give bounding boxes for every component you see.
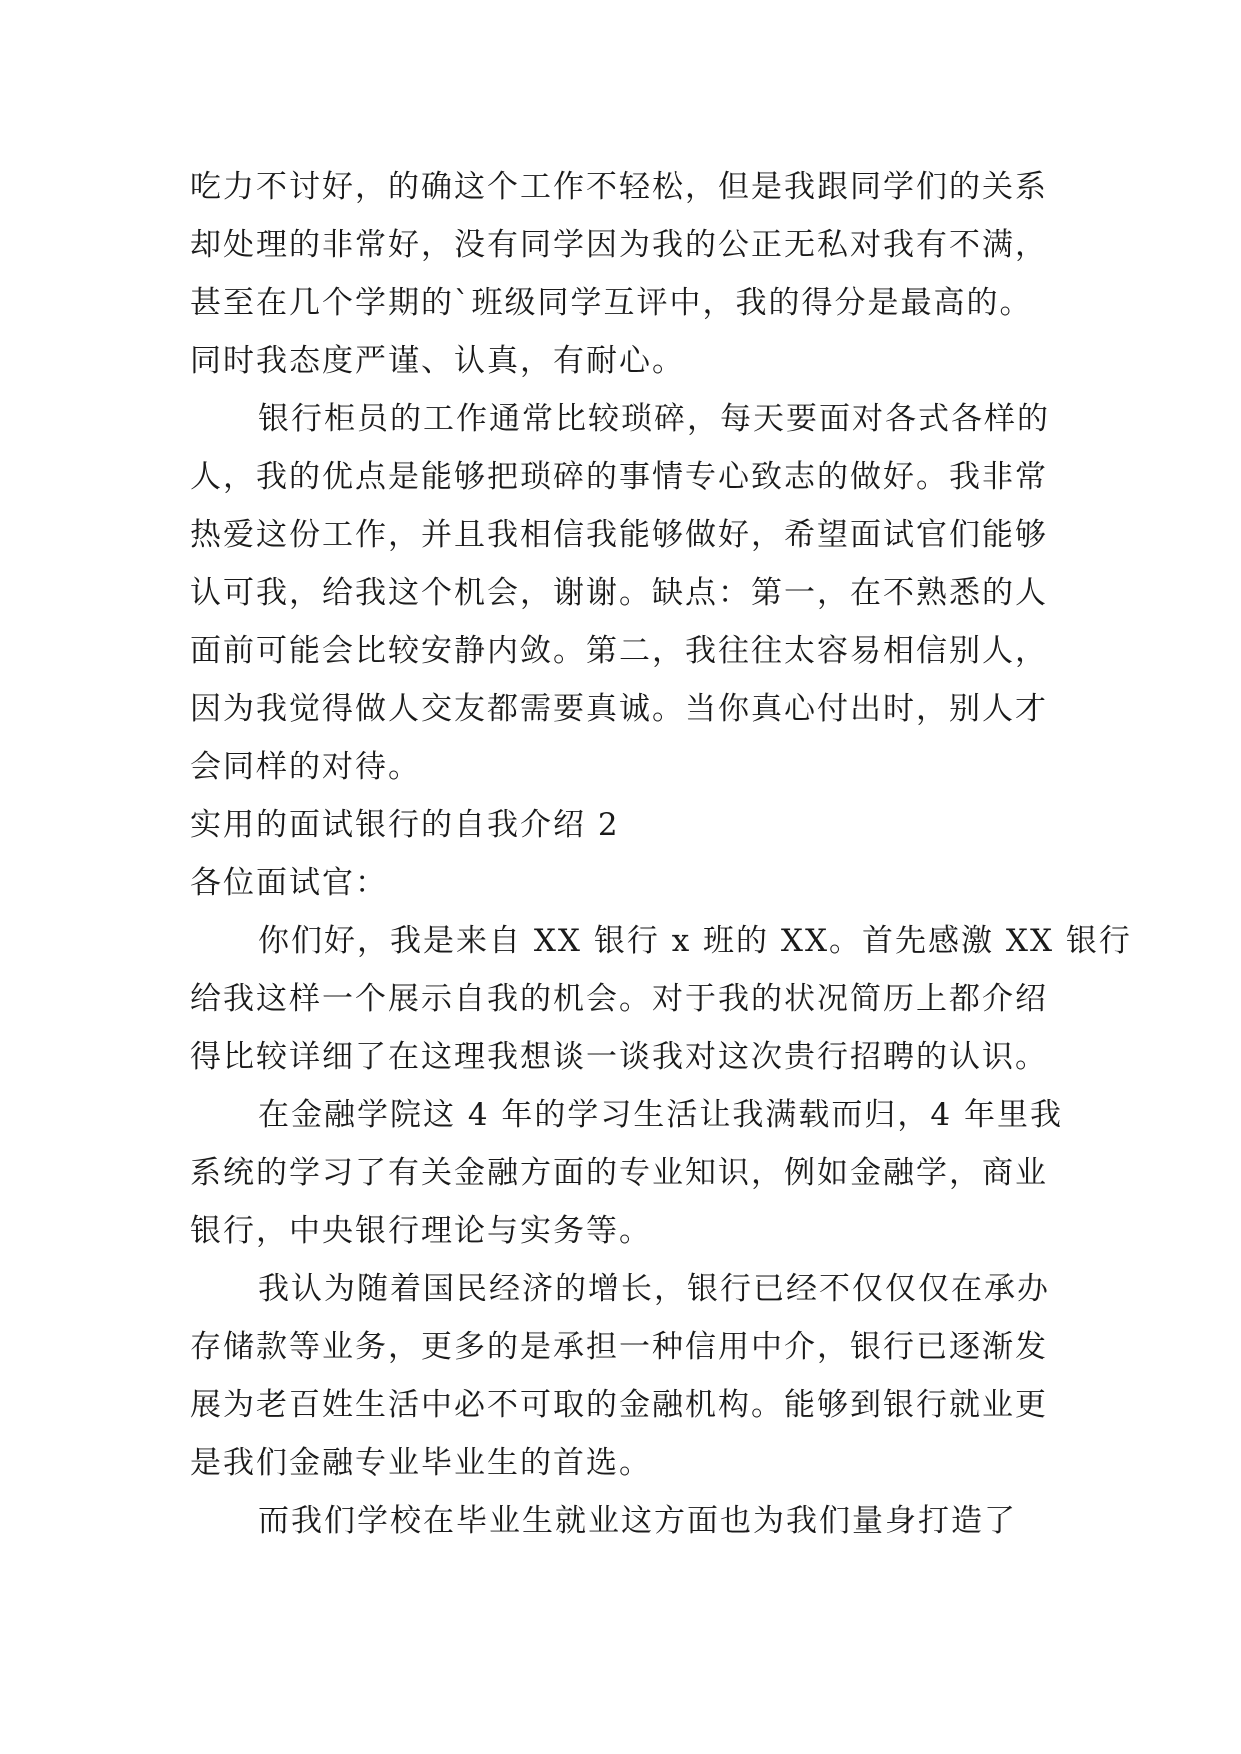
text-line: 会同样的对待。 bbox=[190, 749, 421, 785]
text-line: 甚至在几个学期的`班级同学互评中，我的得分是最高的。 bbox=[190, 285, 1033, 321]
paragraph bbox=[190, 158, 1070, 390]
text-line: 各位面试官： bbox=[190, 865, 388, 901]
text-line: 在金融学院这 4 年的学习生活让我满载而归，4 年里我 bbox=[258, 1097, 1064, 1133]
text-line: 却处理的非常好，没有同学因为我的公正无私对我有不满， bbox=[190, 227, 1048, 263]
text-line: 系统的学习了有关金融方面的专业知识，例如金融学，商业 bbox=[190, 1155, 1048, 1191]
paragraph bbox=[190, 1086, 1070, 1260]
text-line: 认可我，给我这个机会，谢谢。缺点：第一，在不熟悉的人 bbox=[190, 575, 1048, 611]
text-line: 展为老百姓生活中必不可取的金融机构。能够到银行就业更 bbox=[190, 1387, 1048, 1423]
text-line: 我认为随着国民经济的增长，银行已经不仅仅仅在承办 bbox=[258, 1271, 1050, 1307]
text-line: 面前可能会比较安静内敛。第二，我往往太容易相信别人， bbox=[190, 633, 1048, 669]
section-title bbox=[190, 796, 1070, 854]
text-line: 给我这样一个展示自我的机会。对于我的状况简历上都介绍 bbox=[190, 981, 1048, 1017]
salutation bbox=[190, 854, 1070, 912]
text-line: 你们好，我是来自 XX 银行 x 班的 XX。首先感激 XX 银行 bbox=[258, 923, 1132, 959]
text-line: 热爱这份工作，并且我相信我能够做好，希望面试官们能够 bbox=[190, 517, 1048, 553]
text-line: 同时我态度严谨、认真，有耐心。 bbox=[190, 343, 685, 379]
text-line: 银行，中央银行理论与实务等。 bbox=[190, 1213, 652, 1249]
text-line: 人，我的优点是能够把琐碎的事情专心致志的做好。我非常 bbox=[190, 459, 1048, 495]
paragraph bbox=[190, 1260, 1070, 1492]
paragraph bbox=[190, 390, 1070, 796]
paragraph bbox=[190, 912, 1132, 1086]
document-body bbox=[190, 158, 1132, 1550]
text-line: 存储款等业务，更多的是承担一种信用中介，银行已逐渐发 bbox=[190, 1329, 1048, 1365]
text-line: 而我们学校在毕业生就业这方面也为我们量身打造了 bbox=[258, 1503, 1017, 1539]
text-line: 银行柜员的工作通常比较琐碎，每天要面对各式各样的 bbox=[258, 401, 1050, 437]
text-line: 得比较详细了在这理我想谈一谈我对这次贵行招聘的认识。 bbox=[190, 1039, 1048, 1075]
text-line: 吃力不讨好，的确这个工作不轻松，但是我跟同学们的关系 bbox=[190, 169, 1048, 205]
paragraph bbox=[190, 1492, 1070, 1550]
text-line: 实用的面试银行的自我介绍 2 bbox=[190, 807, 620, 843]
text-line: 因为我觉得做人交友都需要真诚。当你真心付出时，别人才 bbox=[190, 691, 1048, 727]
text-line: 是我们金融专业毕业生的首选。 bbox=[190, 1445, 652, 1481]
